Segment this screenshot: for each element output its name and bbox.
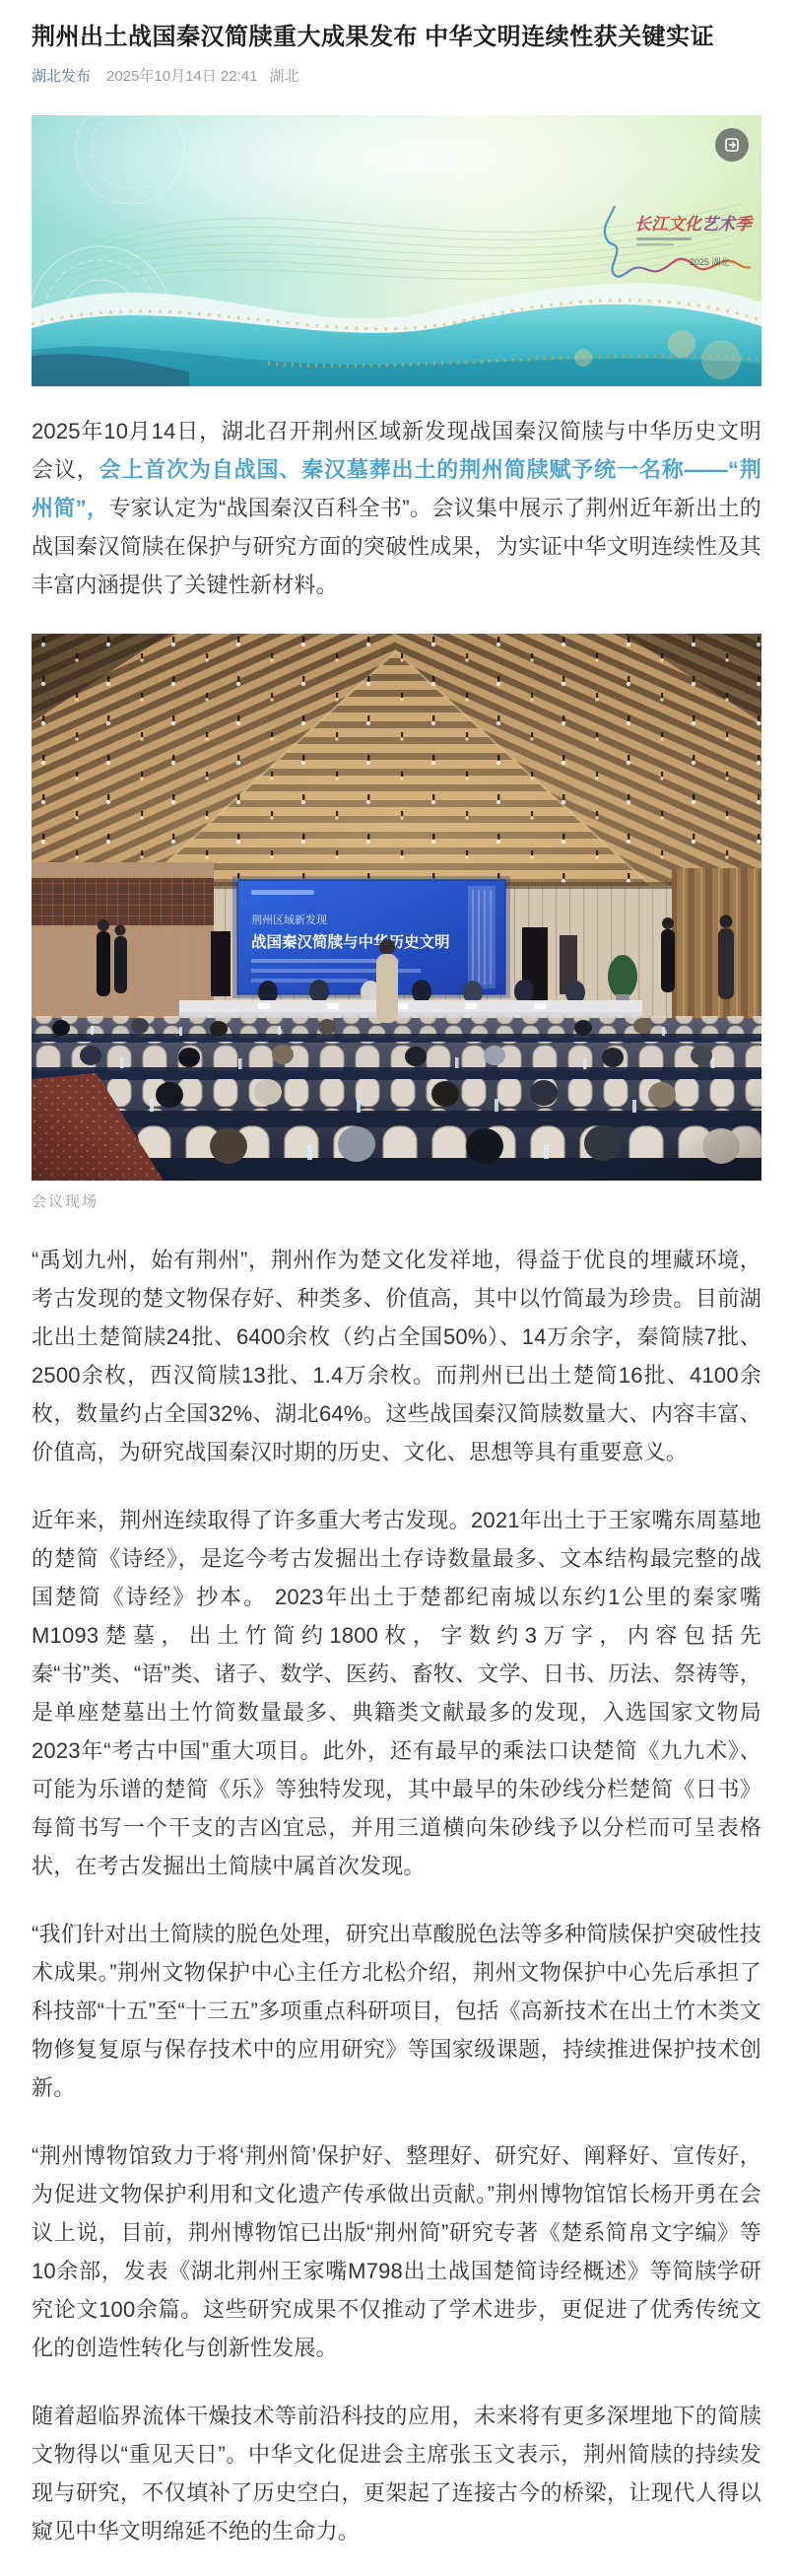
conference-figure [32, 634, 761, 1211]
source-account-link[interactable]: 湖北发布 [32, 68, 92, 86]
festival-title: 长江文化艺术季 [634, 215, 752, 235]
publish-location: 湖北 [269, 68, 299, 86]
byline [32, 65, 761, 86]
conference-photo[interactable] [32, 634, 761, 1181]
festival-year: 2025 湖北 [690, 257, 730, 268]
paragraph-1-text: 2025年10月14日，湖北召开荆州区域新发现战国秦汉简牍与中华历史文明会议， [32, 419, 761, 483]
paragraph-3: 近年来，荆州连续取得了许多重大考古发现。2021年出土于王家嘴东周墓地的楚简《诗经》，是迄今考古发掘出土存诗数量最多、文本结构最完整的战国楚简《诗经》抄本。 2023年出土于楚都纪南城以东约1公里的秦家嘴M1093楚墓，出土竹简约1800枚，字数约3万字，内容包括先秦“书”类、“语”类、诸子、数学、医药、畜牧、文学、日书、历法、祭祷等，是单座楚墓出土竹简数量最多、典籍类文献最多的发现，入选国家文物局2023年“考古中国”重大项目。此外，还有最早的乘法口诀楚简《九九术》、可能为乐谱的楚简《乐》等独特发现，其中最早的朱砂线分栏楚简《日书》每简书写一个干支的吉凶宜忌，并用三道横向朱砂线予以分栏而可呈表格状，在考古发掘出土简牍中属首次发现。 [32, 1508, 761, 1879]
article-title: 荆州出土战国秦汉简牍重大成果发布 中华文明连续性获关键实证 [32, 24, 715, 50]
paragraph-2: “禹划九州，始有荆州”，荆州作为楚文化发祥地，得益于优良的埋藏环境，考古发现的楚文物保存好、种类多、价值高，其中以竹简最为珍贵。目前湖北出土楚简牍24批、6400余枚（约占全国50%）、14万余字，秦简牍7批、2500余枚，西汉简牍13批、1.4万余枚。而荆州已出土楚简16批、4100余枚，数量约占全国32%、湖北64%。这些战国秦汉简牍数量大、内容丰富、价值高，为研究战国秦汉时期的历史、文化、思想等具有重要意义。 [32, 1248, 761, 1465]
paragraph-5: “荆州博物馆致力于将‘荆州简’保护好、整理好、研究好、阐释好、宣传好，为促进文物保护利用和文化遗产传承做出贡献。”荆州博物馆馆长杨开勇在会议上说，目前，荆州博物馆已出版“荆州简”研究专著《楚系简帛文字编》等10余部，发表《湖北荆州王家嘴M798出土战国楚简诗经概述》等简牍学研究论文100余篇。这些研究成果不仅推动了学术进步，更促进了优秀传统文化的创造性转化与创新性发展。 [32, 2143, 761, 2361]
paragraph-1 [32, 412, 761, 604]
banner-image[interactable] [32, 115, 761, 386]
expand-image-icon [723, 136, 741, 154]
paragraph-6: 随着超临界流体干燥技术等前沿科技的应用，未来将有更多深埋地下的简牍文物得以“重见天日”。中华文化促进会主席张玉文表示，荆州简牍的持续发现与研究，不仅填补了历史空白，更架起了连接古今的桥梁，让现代人得以窥见中华文明绵延不绝的生命力。 [32, 2404, 761, 2544]
photo-caption: 会议现场 [32, 1193, 99, 1211]
vignette [32, 634, 761, 1181]
banner-art [32, 115, 761, 386]
publish-datetime: 2025年10月14日 22:41 [106, 68, 258, 86]
paragraph-1-highlight: 会上首次为自战国、秦汉墓葬出土的荆州简牍赋予统一名称——“荆州简”， [32, 457, 761, 521]
paragraph-1-text-2: 专家认定为“战国秦汉百科全书”。会议集中展示了荆州近年新出土的战国秦汉简牍在保护与研究方面的突破性成果，为实证中华文明连续性及其丰富内涵提供了关键性新材料。 [32, 496, 761, 598]
paragraph-4: “我们针对出土简牍的脱色处理，研究出草酸脱色法等多种简牍保护突破性技术成果。”荆州文物保护中心主任方北松介绍，荆州文物保护中心先后承担了科技部“十五”至“十三五”多项重点科研项目，包括《高新技术在出土竹木类文物修复复原与保存技术中的应用研究》等国家级课题，持续推进保护技术创新。 [32, 1922, 761, 2101]
